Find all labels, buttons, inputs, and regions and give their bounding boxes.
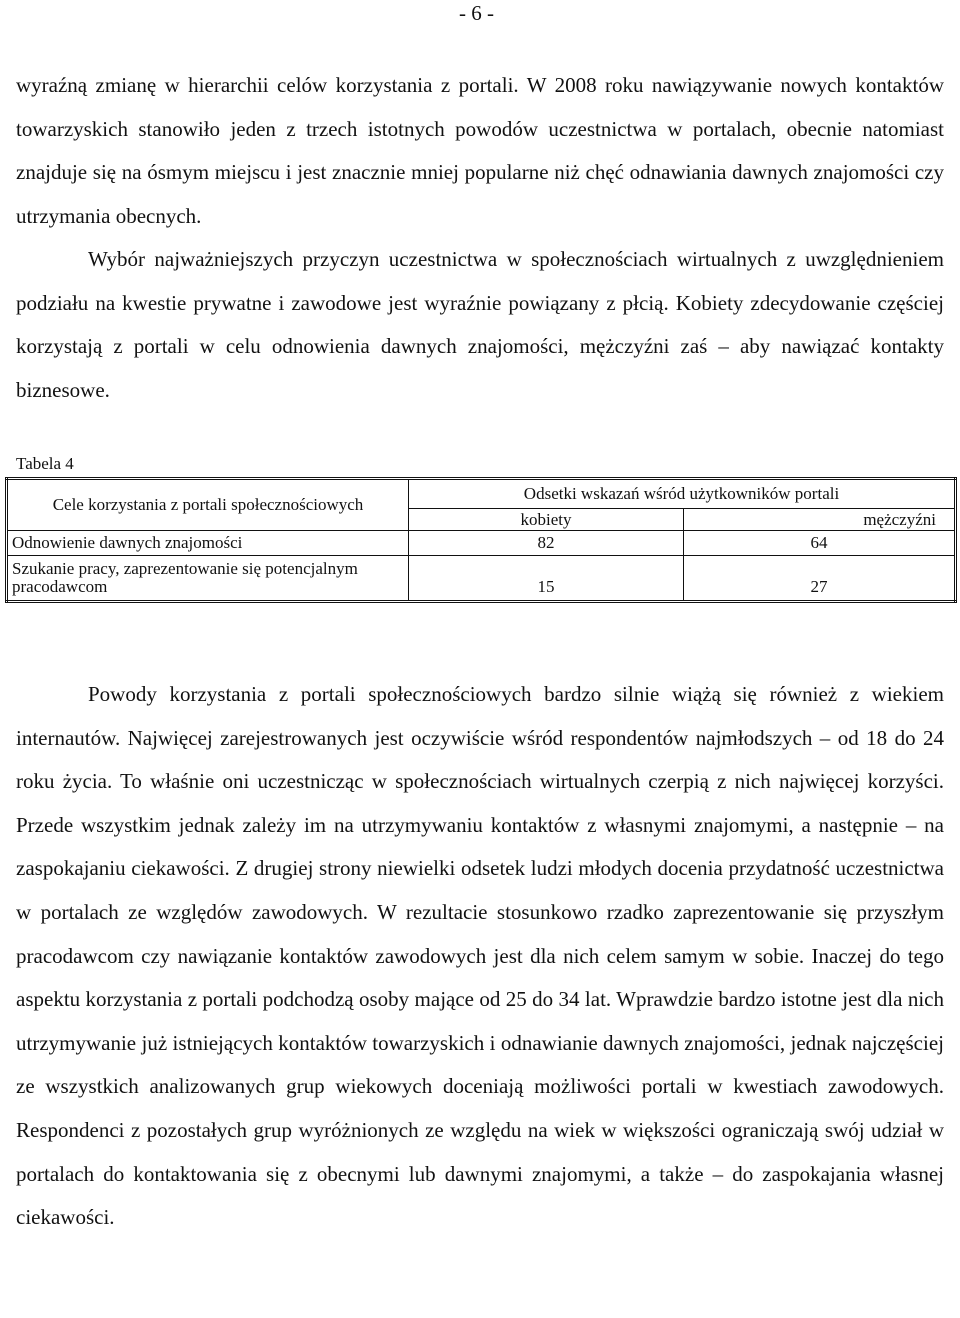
- table-header-mezczyzni: mężczyźni: [684, 509, 956, 531]
- row-value-mezczyzni: 64: [684, 531, 956, 556]
- table-header-row: [7, 479, 956, 509]
- row-label: Odnowienie dawnych znajomości: [7, 531, 409, 556]
- table-header-label: Cele korzystania z portali społecznościowych: [7, 479, 409, 531]
- row-value-kobiety: 15: [409, 556, 684, 602]
- paragraph-3: Powody korzystania z portali społecznościowych bardzo silnie wiążą się również z wiekiem internautów. Najwięcej zarejestrowanych jest oczywiście wśród respondentów najmłodszych – od 18 do 24 roku życia. To właśnie oni uczestnicząc w społecznościach wirtualnych czerpią z nich najwięcej korzyści. Przede wszystkim jednak zależy im na utrzymywaniu kontaktów z własnymi znajomymi, a następnie – na zaspokajaniu ciekawości. Z drugiej strony niewielki odsetek ludzi młodych docenia przydatność uczestnictwa w portalach ze względów zawodowych. W rezultacie stosunkowo rzadko zaprezentowanie się przyszłym pracodawcom czy nawiązanie kontaktów zawodowych jest dla nich celem samym w sobie. Inaczej do tego aspektu korzystania z portali podchodzą osoby mające od 25 do 34 lat. Wprawdzie bardzo istotne jest dla nich utrzymywanie już istniejących kontaktów towarzyskich i odnawianie dawnych znajomości, jednak najczęściej ze wszystkich analizowanych grup wiekowych doceniają możliwości portali w kwestiach zawodowych. Respondenci z pozostałych grup wyróżnionych ze względu na wiek w większości ograniczają swój udział w portalach do kontaktowania się z obecnymi lub dawnymi znajomymi, a także – do zaspokajania własnej ciekawości.: [16, 682, 944, 1230]
- table-caption: Tabela 4: [16, 454, 74, 473]
- paragraph-2: Wybór najważniejszych przyczyn uczestnictwa w społecznościach wirtualnych z uwzględnieniem podziału na kwestie prywatne i zawodowe jest wyraźnie powiązany z płcią. Kobiety zdecydowanie częściej korzystają z portali w celu odnowienia dawnych znajomości, mężczyźni zaś – aby nawiązać kontakty biznesowe.: [16, 247, 944, 402]
- table-header-group: Odsetki wskazań wśród użytkowników portali: [409, 479, 956, 509]
- row-value-kobiety: 82: [409, 531, 684, 556]
- data-table: [5, 477, 957, 603]
- page-number: - 6 -: [459, 1, 494, 25]
- table-row: [7, 556, 956, 602]
- row-label: Szukanie pracy, zaprezentowanie się potencjalnym pracodawcom: [7, 556, 409, 602]
- paragraph-1: wyraźną zmianę w hierarchii celów korzystania z portali. W 2008 roku nawiązywanie nowych kontaktów towarzyskich stanowiło jeden z trzech istotnych powodów uczestnictwa w portalach, obecnie natomiast znajduje się na ósmym miejscu i jest znacznie mniej popularne niż chęć odnawiania dawnych znajomości czy utrzymania obecnych.: [16, 73, 944, 228]
- table-row: [7, 531, 956, 556]
- row-value-mezczyzni: 27: [684, 556, 956, 602]
- table-header-kobiety: kobiety: [409, 509, 684, 531]
